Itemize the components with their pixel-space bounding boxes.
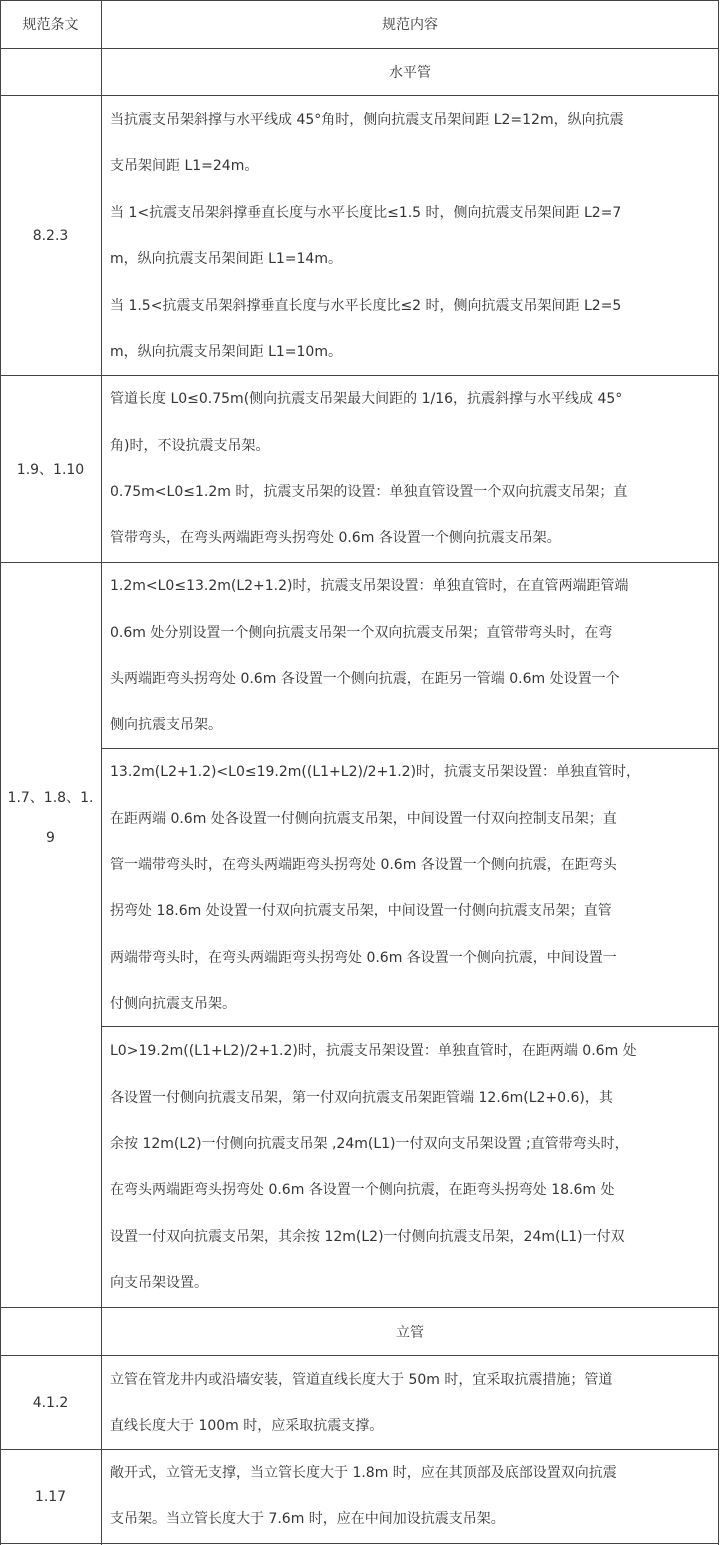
clause-cell: [0, 96, 101, 375]
subrow-divider: [101, 1026, 719, 1027]
section-title: 立管: [396, 1324, 424, 1341]
text-line: 13.2m(L2+1.2)<L0≤19.2m((L1+L2)/2+1.2)时，抗震支吊架设置：单独直管时，: [110, 764, 641, 780]
text-line: 直线长度大于 100m 时，应采取抗震支撑。: [110, 1418, 384, 1434]
row-divider: [0, 375, 719, 376]
text-line: 管一端带弯头时，在弯头两端距弯头拐弯处 0.6m 各设置一个侧向抗震，在距弯头: [110, 857, 617, 873]
header-clause: [0, 0, 101, 48]
row-divider: [0, 95, 719, 96]
clause-cell: [0, 563, 101, 1073]
text-line: L0>19.2m((L1+L2)/2+1.2)时，抗震支吊架设置：单独直管时，在距两端 0.6m 处: [110, 1043, 637, 1059]
text-line: 各设置一付侧向抗震支吊架，第一付双向抗震支吊架距管端 12.6m(L2+0.6)，其: [110, 1090, 613, 1106]
row-divider: [0, 1449, 719, 1450]
text-line: 头两端距弯头拐弯处 0.6m 各设置一个侧向抗震，在距另一管端 0.6m 处设置一个: [110, 671, 620, 687]
text-line: 设置一付双向抗震支吊架，其余按 12m(L2)一付侧向抗震支吊架，24m(L1)一付双: [110, 1229, 625, 1245]
border-bottom: [0, 1543, 719, 1544]
row-divider: [0, 562, 719, 563]
clause-number: 1.7、1.8、1. 9: [7, 790, 94, 846]
text-line: 管带弯头，在弯头两端距弯头拐弯处 0.6m 各设置一个侧向抗震支吊架。: [110, 530, 561, 546]
clause-cell: [0, 376, 101, 562]
section-title: 水平管: [389, 65, 431, 81]
clause-number: 1.9、1.10: [16, 462, 85, 478]
text-line: m，纵向抗震支吊架间距 L1=14m。: [110, 251, 342, 267]
header-content-label: 规范内容: [382, 17, 438, 33]
text-line: 在弯头两端距弯头拐弯处 0.6m 各设置一个侧向抗震，在距弯头拐弯处 18.6m 处: [110, 1182, 615, 1198]
text-line: 管道长度 L0≤0.75m(侧向抗震支吊架最大间距的 1/16，抗震斜撑与水平线成 45°: [110, 391, 623, 407]
text-line: 0.75m<L0≤1.2m 时，抗震支吊架的设置：单独直管设置一个双向抗震支吊架；直: [110, 484, 628, 500]
clause-number: 8.2.3: [32, 227, 69, 244]
text-line: 侧向抗震支吊架。: [110, 717, 222, 733]
text-line: 拐弯处 18.6m 处设置一付双向抗震支吊架，中间设置一付侧向抗震支吊架；直管: [110, 903, 612, 919]
text-line: 支吊架。当立管长度大于 7.6m 时，应在中间加设抗震支吊架。: [110, 1511, 505, 1527]
text-line: 0.6m 处分别设置一个侧向抗震支吊架一个双向抗震支吊架；直管带弯头时，在弯: [110, 625, 613, 641]
text-line: 向支吊架设置。: [110, 1275, 208, 1291]
text-line: 当抗震支吊架斜撑与水平线成 45°角时，侧向抗震支吊架间距 L2=12m，纵向抗震: [110, 112, 624, 128]
text-line: 付侧向抗震支吊架。: [110, 996, 236, 1012]
text-line: 两端带弯头时，在弯头两端距弯头拐弯处 0.6m 各设置一个侧向抗震，中间设置一: [110, 950, 617, 966]
text-line: 敞开式，立管无支撑，当立管长度大于 1.8m 时，应在其顶部及底部设置双向抗震: [110, 1465, 617, 1481]
header-content: [101, 0, 719, 48]
text-line: m，纵向抗震支吊架间距 L1=10m。: [110, 344, 342, 360]
row-divider: [0, 1355, 719, 1356]
clause-number: 1.17: [34, 1488, 67, 1505]
text-line: 1.2m<L0≤13.2m(L2+1.2)时，抗震支吊架设置：单独直管时，在直管两端距管端: [110, 578, 629, 594]
text-line: 余按 12m(L2)一付侧向抗震支吊架 ,24m(L1)一付双向支吊架设置 ;直管带弯头时，: [110, 1136, 629, 1152]
clause-cell: [0, 1356, 101, 1449]
text-line: 当 1<抗震支吊架斜撑垂直长度与水平长度比≤1.5 时，侧向抗震支吊架间距 L2=7: [110, 205, 622, 221]
text-line: 支吊架间距 L1=24m。: [110, 158, 259, 174]
clause-number: 4.1.2: [32, 1394, 69, 1411]
text-line: 当 1.5<抗震支吊架斜撑垂直长度与水平长度比≤2 时，侧向抗震支吊架间距 L2=5: [110, 298, 622, 314]
text-line: 在距两端 0.6m 处各设置一付侧向抗震支吊架，中间设置一付双向控制支吊架；直: [110, 811, 617, 827]
header-clause-label: 规范条文: [22, 17, 79, 33]
text-line: 角)时，不设抗震支吊架。: [110, 438, 270, 454]
subrow-divider: [101, 748, 719, 749]
text-line: 立管在管龙井内或沿墙安装，管道直线长度大于 50m 时，宜采取抗震措施；管道: [110, 1372, 613, 1388]
clause-cell: [0, 1450, 101, 1543]
